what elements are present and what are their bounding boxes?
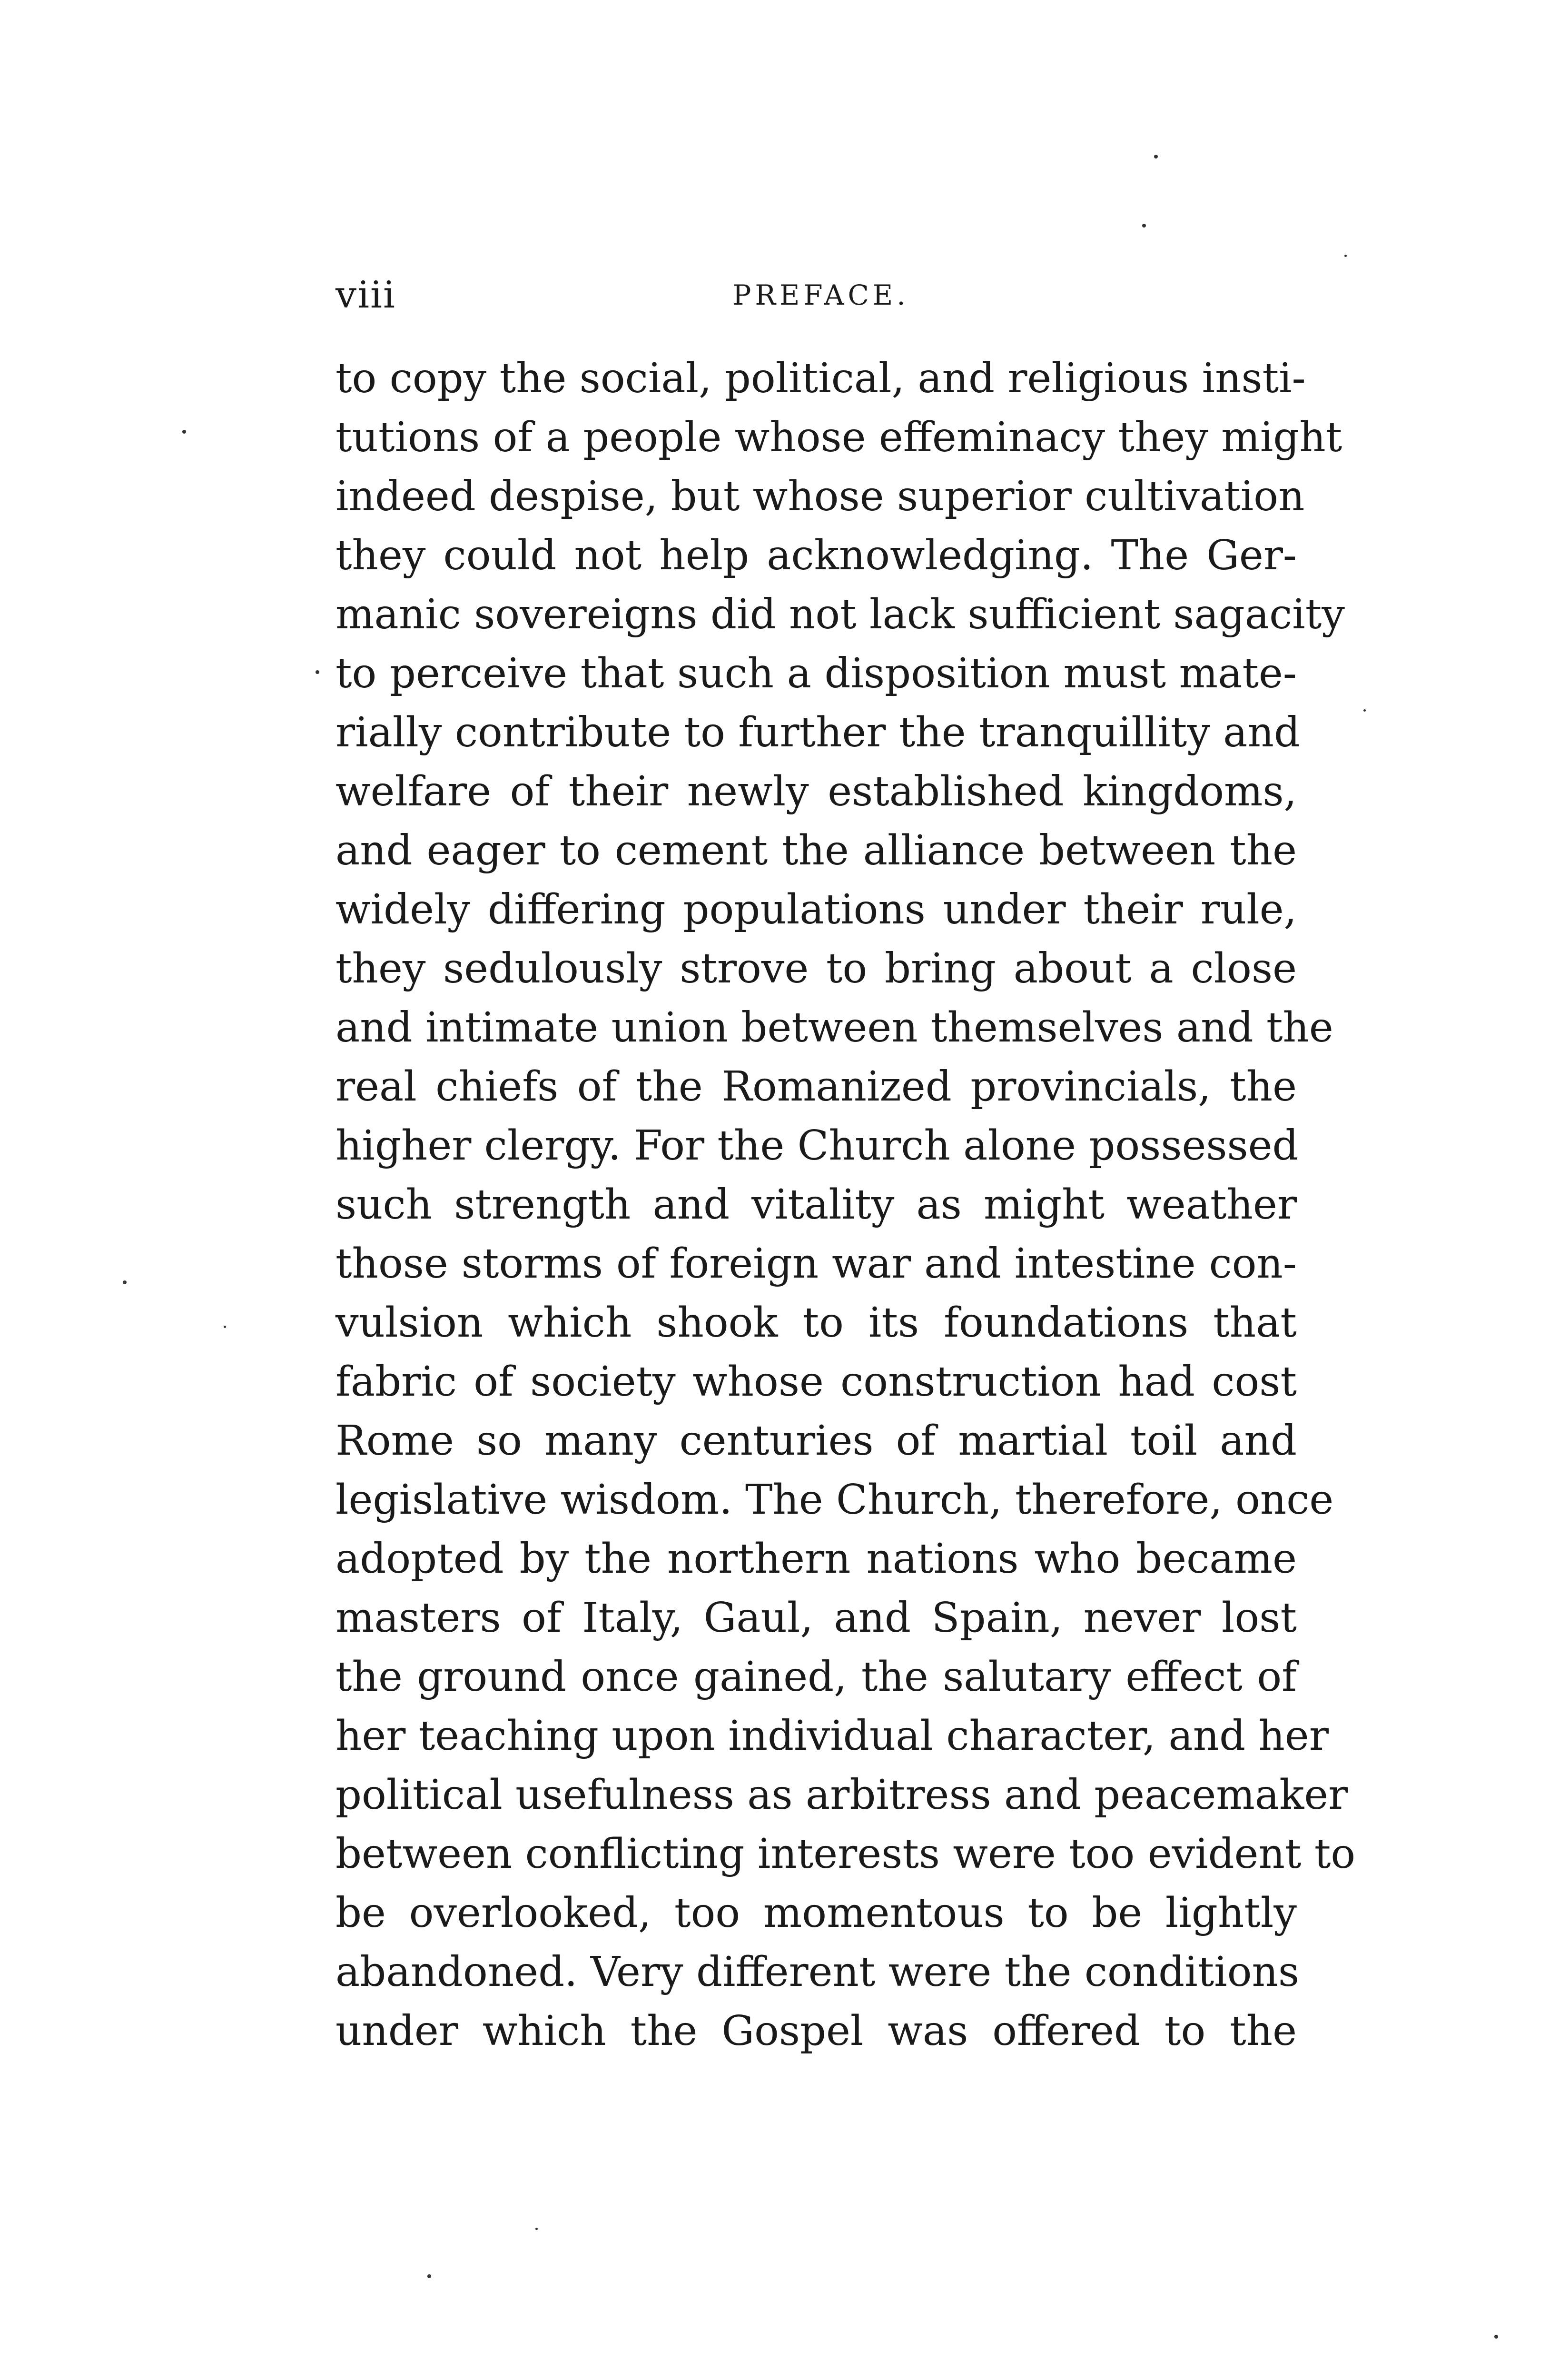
text-line: vulsion which shook to its foundations that [335,1299,1297,1347]
text-line: be overlooked, too momentous to be lightly [335,1889,1297,1937]
text-line: legislative wisdom. The Church, therefore, once [335,1476,1334,1524]
text-line: indeed despise, but whose superior cultivation [335,473,1305,520]
text-line: and intimate union between themselves and the [335,1004,1333,1051]
scan-speck [123,1280,127,1284]
scan-speck [1142,224,1146,228]
scan-speck [1494,2335,1498,2339]
scan-speck [224,1326,226,1328]
text-line: her teaching upon individual character, and her [335,1712,1329,1760]
text-line: such strength and vitality as might weather [335,1181,1297,1229]
scan-speck [1363,709,1366,712]
page-header [335,267,1297,324]
text-line: higher clergy. For the Church alone possessed [335,1122,1299,1170]
text-line: those storms of foreign war and intestine con- [335,1240,1297,1288]
running-head: PREFACE. [732,279,909,311]
scan-speck [1154,155,1158,159]
text-line: political usefulness as arbitress and peacemaker [335,1771,1348,1819]
scan-speck [535,2228,538,2230]
text-line: the ground once gained, the salutary effect of [335,1653,1297,1701]
text-line: widely differing populations under their rule, [335,886,1297,933]
text-line: they sedulously strove to bring about a close [335,945,1297,992]
text-line: adopted by the northern nations who became [335,1535,1297,1583]
text-line: real chiefs of the Romanized provincials, the [335,1063,1297,1111]
text-line: between conflicting interests were too evident to [335,1830,1356,1878]
text-line: under which the Gospel was offered to the [335,2007,1297,2055]
text-line: to perceive that such a disposition must mate- [335,650,1297,697]
text-line: Rome so many centuries of martial toil and [335,1417,1297,1465]
text-line: tutions of a people whose effeminacy they might [335,414,1342,461]
text-line: fabric of society whose construction had cost [335,1358,1297,1406]
scan-speck [182,430,186,434]
text-line: welfare of their newly established kingdoms, [335,768,1297,815]
text-line: and eager to cement the alliance between the [335,827,1297,874]
text-line: to copy the social, political, and religious insti- [335,355,1306,402]
scan-speck [1344,255,1347,257]
body-text [335,349,1356,2061]
text-line: they could not help acknowledging. The Ger- [335,532,1297,579]
text-line: rially contribute to further the tranquillity and [335,709,1301,756]
text-line: manic sovereigns did not lack sufficient sagacity [335,591,1345,638]
scan-speck [427,2274,431,2278]
text-line: masters of Italy, Gaul, and Spain, never lost [335,1594,1297,1642]
page-number: viii [335,274,396,317]
text-line: abandoned. Very different were the conditions [335,1948,1300,1996]
scan-speck [316,670,319,674]
